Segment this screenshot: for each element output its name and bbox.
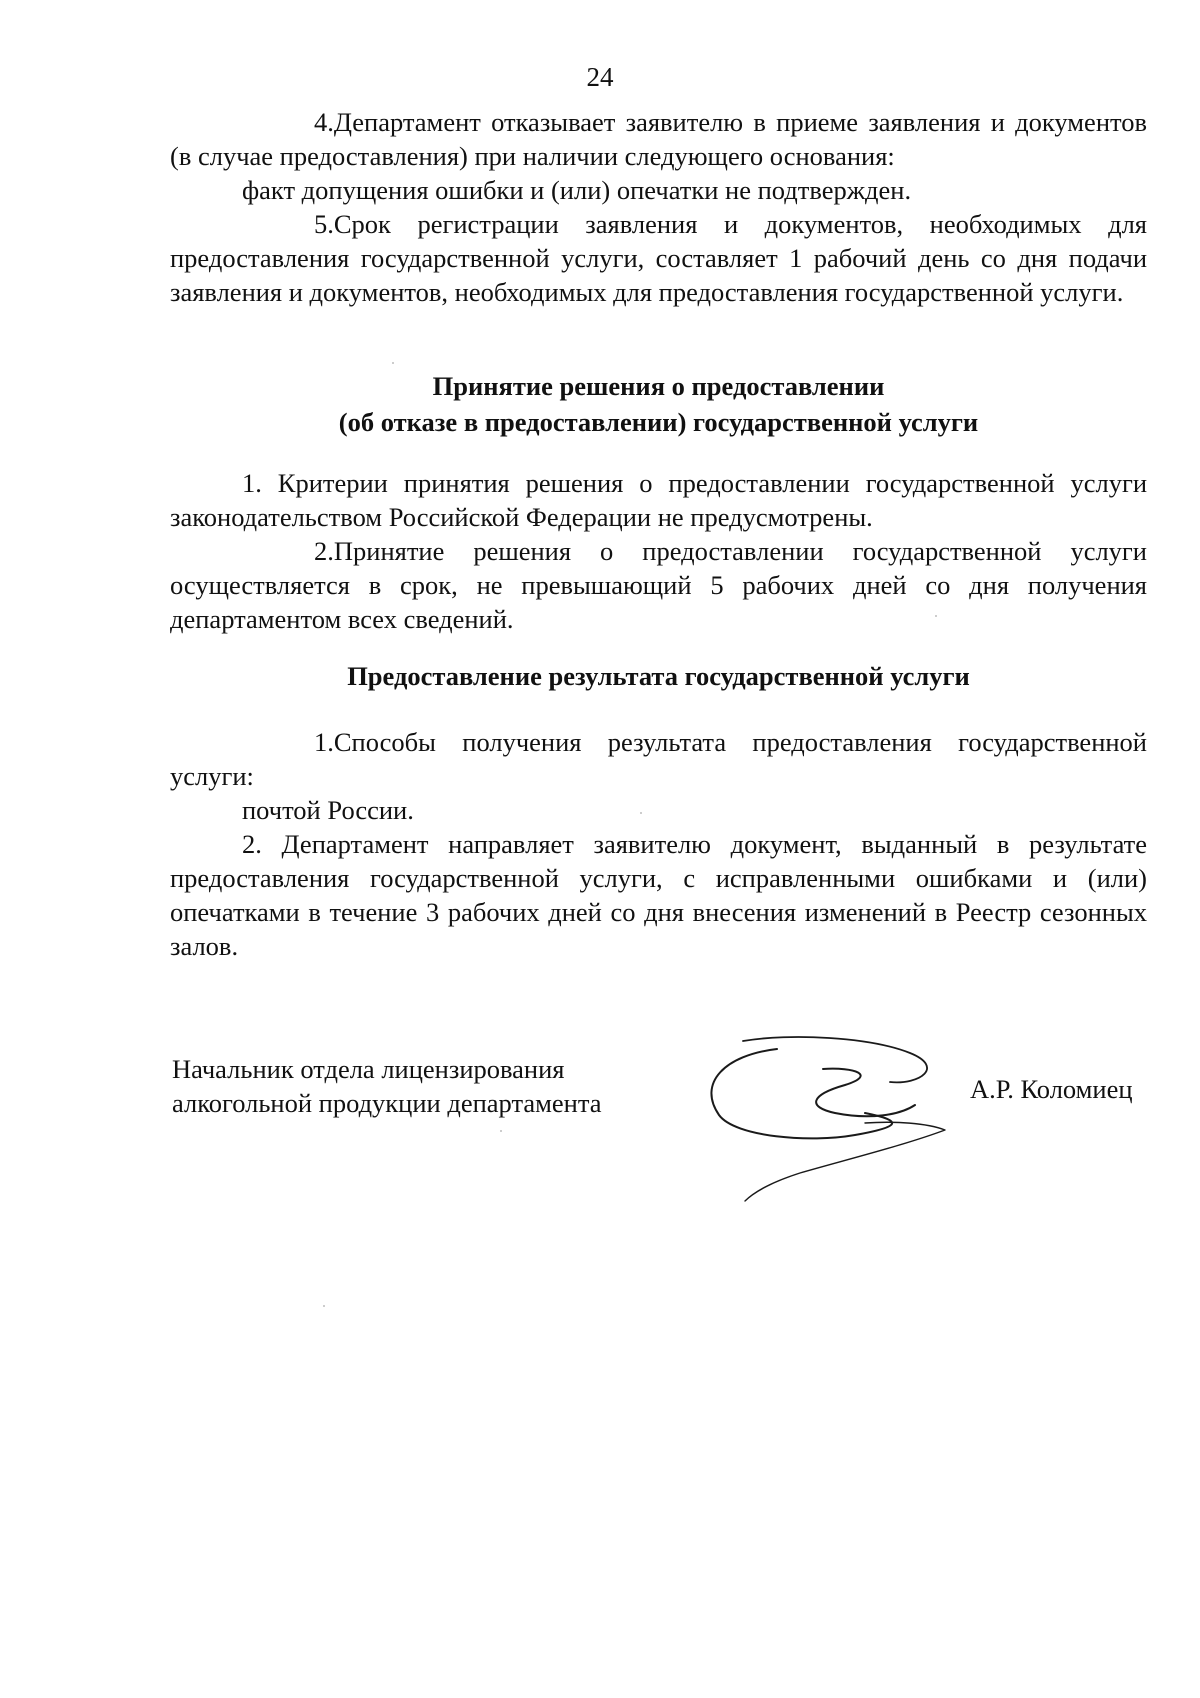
item-number: 1. bbox=[242, 468, 262, 498]
paragraph-refusal-reason: факт допущения ошибки и (или) опечатки не подтвержден. bbox=[242, 175, 912, 205]
paragraph-item-1 bbox=[170, 725, 1147, 793]
item-number: 2. bbox=[314, 536, 334, 566]
handwritten-signature bbox=[705, 1035, 965, 1205]
page-number: 24 bbox=[586, 62, 614, 92]
scan-speck bbox=[640, 812, 642, 814]
item-number: 2. bbox=[242, 829, 262, 859]
scan-speck bbox=[323, 1305, 325, 1307]
paragraph-text: Срок регистрации заявления и документов, необходимых для предоставления государственной услуги, составляет 1 рабочий день со дня подачи заявления и документов, необходимых для предоставления государственной услуги. bbox=[170, 209, 1147, 307]
scan-speck bbox=[935, 615, 937, 617]
paragraph-text: Способы получения результата предоставления государственной услуги: bbox=[170, 727, 1147, 791]
heading-line: Предоставление результата государственной услуги bbox=[347, 661, 970, 691]
paragraph-item-5 bbox=[170, 207, 1147, 309]
heading-line: (об отказе в предоставлении) государственной услуги bbox=[338, 407, 979, 437]
section-result bbox=[170, 725, 1147, 963]
item-number: 1. bbox=[314, 727, 334, 757]
item-number: 4. bbox=[314, 107, 334, 137]
paragraph-text: Департамент направляет заявителю документ, выданный в результате предоставления государственной услуги, с исправленными ошибками и (или) опечатками в течение 3 рабочих дней со дня внесения изменений в Реестр сезонных залов. bbox=[170, 829, 1148, 961]
item-number: 5. bbox=[314, 209, 334, 239]
signatory-name: А.Р. Коломиец bbox=[970, 1074, 1133, 1104]
scan-speck bbox=[392, 362, 394, 364]
position-line: Начальник отдела лицензирования bbox=[172, 1054, 565, 1084]
paragraph-delivery-method: почтой России. bbox=[242, 795, 414, 825]
section-heading-decision bbox=[170, 368, 1147, 440]
position-line: алкогольной продукции департамента bbox=[172, 1088, 602, 1118]
paragraph-item-1 bbox=[170, 466, 1147, 534]
signatory-position bbox=[172, 1052, 602, 1120]
paragraph-item-2 bbox=[170, 534, 1147, 636]
paragraph-text: Департамент отказывает заявителю в приеме заявления и документов (в случае предоставления) при наличии следующего основания: bbox=[170, 107, 1147, 171]
section-decision bbox=[170, 466, 1147, 636]
section-heading-result bbox=[170, 658, 1147, 694]
paragraph-item-2 bbox=[170, 827, 1147, 963]
paragraph-text: Принятие решения о предоставлении государственной услуги осуществляется в срок, не превышающий 5 рабочих дней со дня получения департаментом всех сведений. bbox=[170, 536, 1147, 634]
section-refusal-and-registration bbox=[170, 105, 1147, 309]
paragraph-text: Критерии принятия решения о предоставлении государственной услуги законодательством Российской Федерации не предусмотрены. bbox=[170, 468, 1148, 532]
heading-line: Принятие решения о предоставлении bbox=[432, 371, 885, 401]
paragraph-item-4 bbox=[170, 105, 1147, 173]
scan-speck bbox=[500, 1130, 502, 1132]
